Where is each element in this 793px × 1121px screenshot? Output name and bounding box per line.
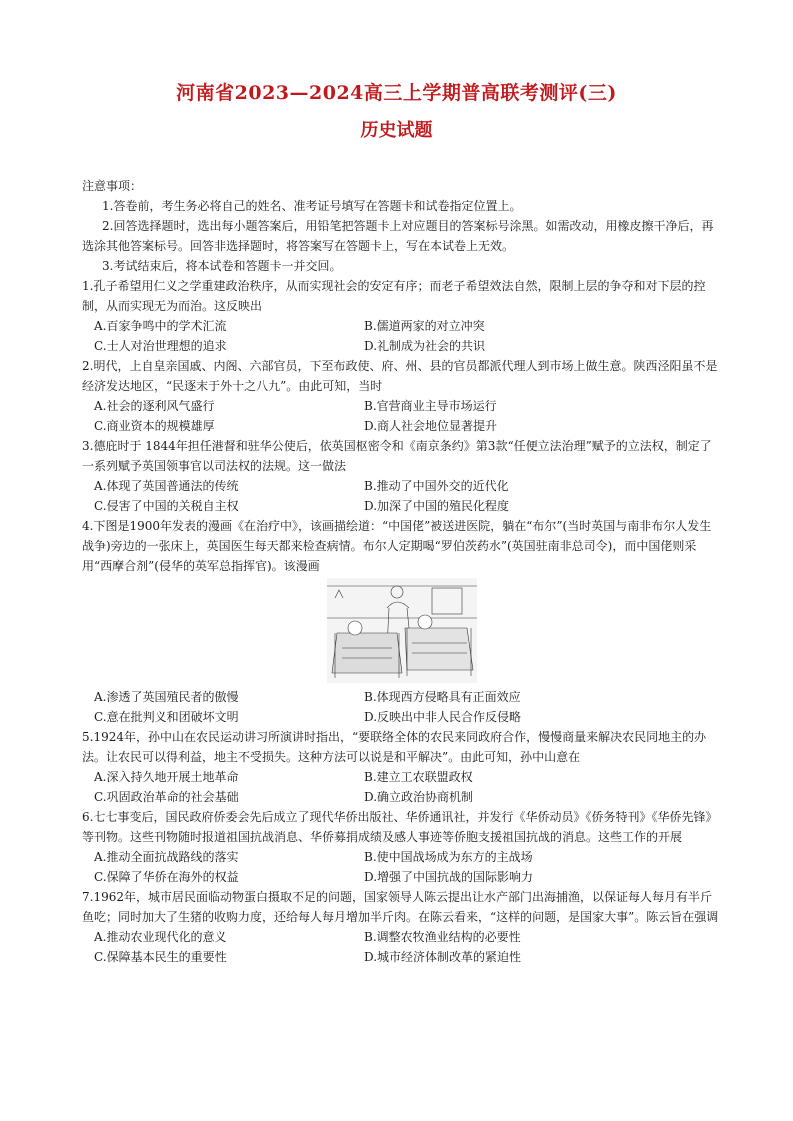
option-c: C.保障了华侨在海外的权益 (94, 870, 239, 884)
question-options (82, 476, 722, 516)
question-stem: 7.1962年，城市居民面临动物蛋白摄取不足的问题，国家领导人陈云提出让水产部门出海捕渔，以保证每人每月有半斤鱼吃；同时加大了生猪的收购力度，还给每人每月增加半斤肉。在陈云看来，“这样的问题，是国家大事”。陈云旨在强调 (82, 890, 719, 924)
question-stem: 6.七七事变后，国民政府侨委会先后成立了现代华侨出版社、华侨通讯社，并发行《华侨动员》《侨务特刊》《华侨先锋》等刊物。这些刊物随时报道祖国抗战消息、华侨募捐成绩及感人事迹等侨胞支援祖国抗战的消息。这些工作的开展 (82, 810, 718, 844)
question-stem: 5.1924年，孙中山在农民运动讲习所演讲时指出，“要联络全体的农民来同政府合作，慢慢商量来解决农民同地主的办法。让农民可以得利益，地主不受损失。这种方法可以说是和平解决”。由此可知，孙中山意在 (82, 730, 707, 764)
exam-body (82, 176, 722, 967)
option-b: B.儒道两家的对立冲突 (364, 319, 485, 333)
option-c: C.士人对治世理想的追求 (94, 339, 227, 353)
notice-heading: 注意事项： (82, 179, 143, 193)
question-stem: 2.明代，上自皇亲国戚、内阁、六部官员，下至布政使、府、州、县的官员都派代理人到市场上做生意。陕西泾阳虽不是经济发达地区，“民逐末于外十之八九”。由此可知，当时 (82, 359, 718, 393)
question-options (82, 767, 722, 807)
option-c: C.侵害了中国的关税自主权 (94, 499, 239, 513)
option-d: D.确立政治协商机制 (364, 790, 474, 804)
option-a: A.体现了英国普通法的传统 (94, 479, 239, 493)
option-b: B.调整农牧渔业结构的必要性 (364, 930, 521, 944)
question-2 (82, 356, 722, 436)
option-b: B.推动了中国外交的近代化 (364, 479, 509, 493)
option-d: D.反映出中非人民合作反侵略 (364, 710, 522, 724)
option-c: C.意在批判义和团破坏文明 (94, 710, 239, 724)
option-d: D.城市经济体制改革的紧迫性 (364, 950, 522, 964)
option-d: D.增强了中国抗战的国际影响力 (364, 870, 534, 884)
question-stem: 4.下图是1900年发表的漫画《在治疗中》，该画描绘道：“中国佬”被送进医院，躺在“布尔”(当时英国与南非布尔人发生战争)旁边的一张床上，英国医生每天都来检查病情。布尔人定期喝“罗伯茨药水”(英国驻南非总司令)，而中国佬则采用“西摩合剂”(侵华的英军总指挥官)。该漫画 (82, 519, 712, 573)
option-d: D.礼制成为社会的共识 (364, 339, 486, 353)
option-b: B.使中国战场成为东方的主战场 (364, 850, 533, 864)
hospital-ward-cartoon-icon (327, 578, 477, 683)
question-stem: 1.孔子希望用仁义之学重建政治秩序，从而实现社会的安定有序；而老子希望效法自然，限制上层的争夺和对下层的控制，从而实现无为而治。这反映出 (82, 279, 706, 313)
question-options (82, 847, 722, 887)
exam-title: 河南省2023—2024高三上学期普高联考测评(三) (176, 82, 617, 104)
question-options (82, 927, 722, 967)
option-a: A.推动农业现代化的意义 (94, 930, 227, 944)
option-a: A.推动全面抗战路线的落实 (94, 850, 239, 864)
question-7 (82, 887, 722, 967)
option-a: A.渗透了英国殖民者的傲慢 (94, 690, 239, 704)
option-a: A.社会的逐利风气盛行 (94, 399, 215, 413)
option-b: B.体现西方侵略具有正面效应 (364, 690, 521, 704)
question-3 (82, 436, 722, 516)
question-1 (82, 276, 722, 356)
option-a: A.深入持久地开展土地革命 (94, 770, 239, 784)
option-b: B.建立工农联盟政权 (364, 770, 473, 784)
option-b: B.官营商业主导市场运行 (364, 399, 497, 413)
question-6 (82, 807, 722, 887)
option-c: C.巩固政治革命的社会基础 (94, 790, 239, 804)
notice-item: 3.考试结束后，将本试卷和答题卡一并交回。 (102, 259, 342, 273)
question-options (82, 396, 722, 436)
option-d: D.商人社会地位显著提升 (364, 419, 498, 433)
question-4 (82, 516, 722, 727)
question-options (82, 687, 722, 727)
exam-subtitle: 历史试题 (360, 120, 433, 141)
notice-item: 2.回答选择题时，选出每小题答案后，用铅笔把答题卡上对应题目的答案标号涂黑。如需改动，用橡皮擦干净后，再选涂其他答案标号。回答非选择题时，将答案写在答题卡上，写在本试卷上无效。 (82, 219, 714, 253)
question-stem: 3.德庇时于 1844年担任港督和驻华公使后，依英国枢密令和《南京条约》第3款“任便立法治理”赋予的立法权，制定了一系列赋予英国领事官以司法权的法规。这一做法 (82, 439, 712, 473)
option-a: A.百家争鸣中的学术汇流 (94, 319, 227, 333)
option-c: C.保障基本民生的重要性 (94, 950, 227, 964)
option-d: D.加深了中国的殖民化程度 (364, 499, 510, 513)
notice-item: 1.答卷前，考生务必将自己的姓名、准考证号填写在答题卡和试卷指定位置上。 (102, 199, 522, 213)
question-5 (82, 727, 722, 807)
option-c: C.商业资本的规模雄厚 (94, 419, 215, 433)
question-options (82, 316, 722, 356)
